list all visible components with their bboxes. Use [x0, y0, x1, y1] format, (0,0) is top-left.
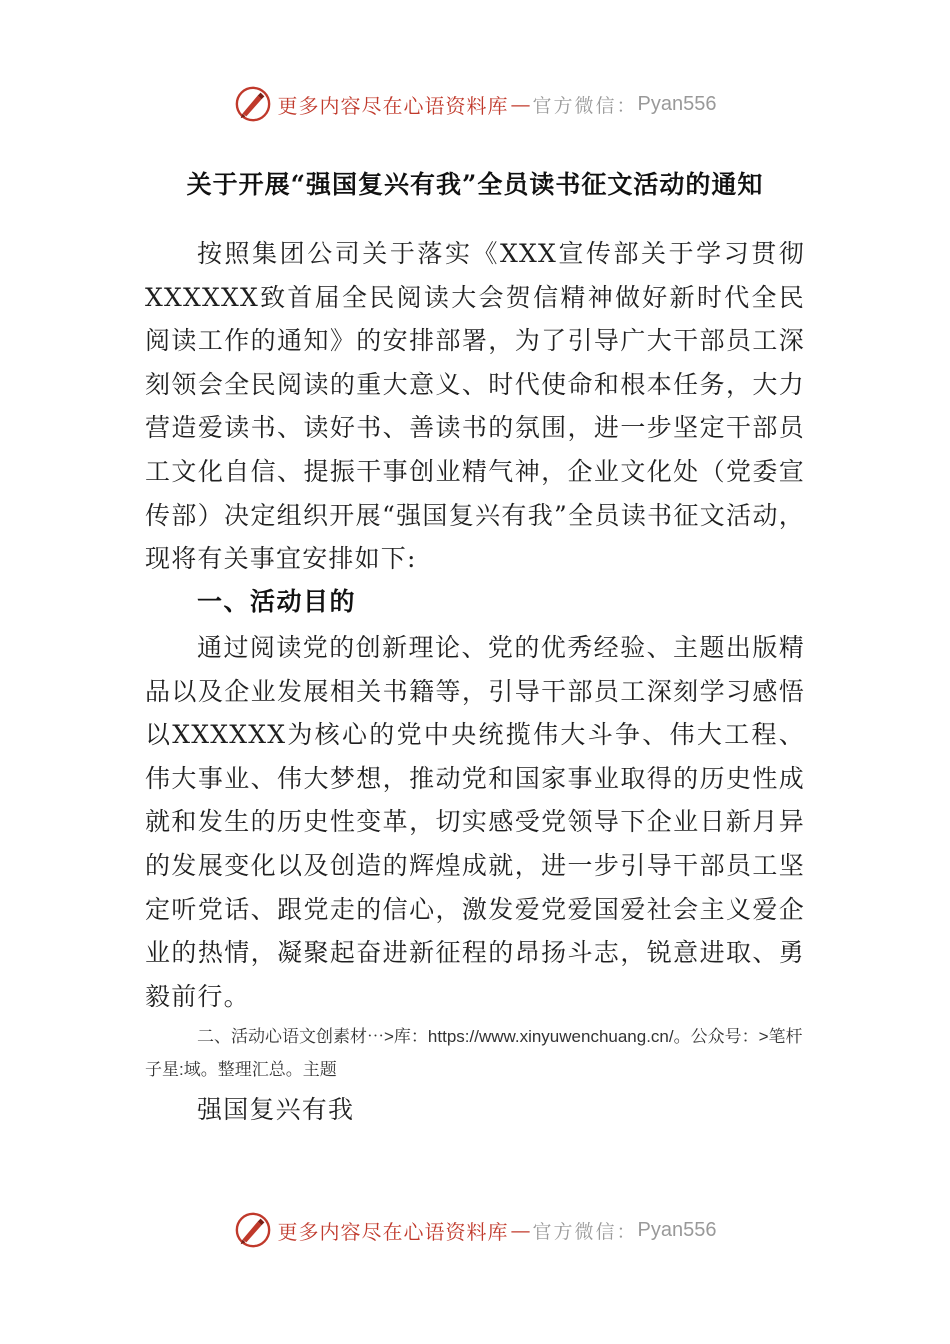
watermark-separator: —	[510, 1218, 531, 1242]
watermark-wechat-id: Pyan556	[637, 92, 717, 115]
document-title: 关于开展“强国复兴有我”全员读书征文活动的通知	[186, 170, 764, 199]
intro-paragraph: 按照集团公司关于落实《XXX宣传部关于学习贯彻XXXXXX致首届全民阅读大会贺信精神做好新时代全民阅读工作的通知》的安排部署，为了引导广大干部员工深刻领会全民阅读的重大意义、时代使命和根本任务，大力营造爱读书、读好书、善读书的氛围，进一步坚定干部员工文化自信、提振干事创业精气神，企业文化处（党委宣传部）决定组织开展“强国复兴有我”全员读书征文活动，现将有关事宜安排如下:	[145, 239, 805, 574]
watermark-text: 更多内容尽在心语资料库	[277, 93, 509, 118]
footer-watermark	[0, 1206, 950, 1254]
header-watermark	[0, 80, 950, 128]
pen-logo-icon	[234, 85, 272, 123]
theme-text: 强国复兴有我	[197, 1095, 355, 1124]
purpose-paragraph: 通过阅读党的创新理论、党的优秀经验、主题出版精品以及企业发展相关书籍等，引导干部员工深刻学习感悟以XXXXXX为核心的党中央统揽伟大斗争、伟大工程、伟大事业、伟大梦想，推动党和国家事业取得的历史性成就和发生的历史性变革，切实感受党领导下企业日新月异的发展变化以及创造的辉煌成就，进一步引导干部员工坚定听党话、跟党走的信心，激发爱党爱国爱社会主义爱企业的热情，凝聚起奋进新征程的昂扬斗志，锐意进取、勇毅前行。	[145, 633, 805, 1011]
pen-logo-icon	[234, 1211, 272, 1249]
watermark-wechat-id: Pyan556	[637, 1218, 717, 1241]
watermark-separator: —	[510, 92, 531, 116]
section-heading-purpose: 一、活动目的	[197, 587, 357, 616]
section-two-note: 二、活动心语文创素材⋯>库：https://www.xinyuwenchuang.cn/。公众号：>笔杆子星:域。整理汇总。主题	[145, 1027, 803, 1079]
watermark-official-label: 官方微信：	[532, 1220, 638, 1243]
watermark-official-label: 官方微信：	[532, 94, 638, 117]
watermark-text: 更多内容尽在心语资料库	[277, 1219, 509, 1244]
